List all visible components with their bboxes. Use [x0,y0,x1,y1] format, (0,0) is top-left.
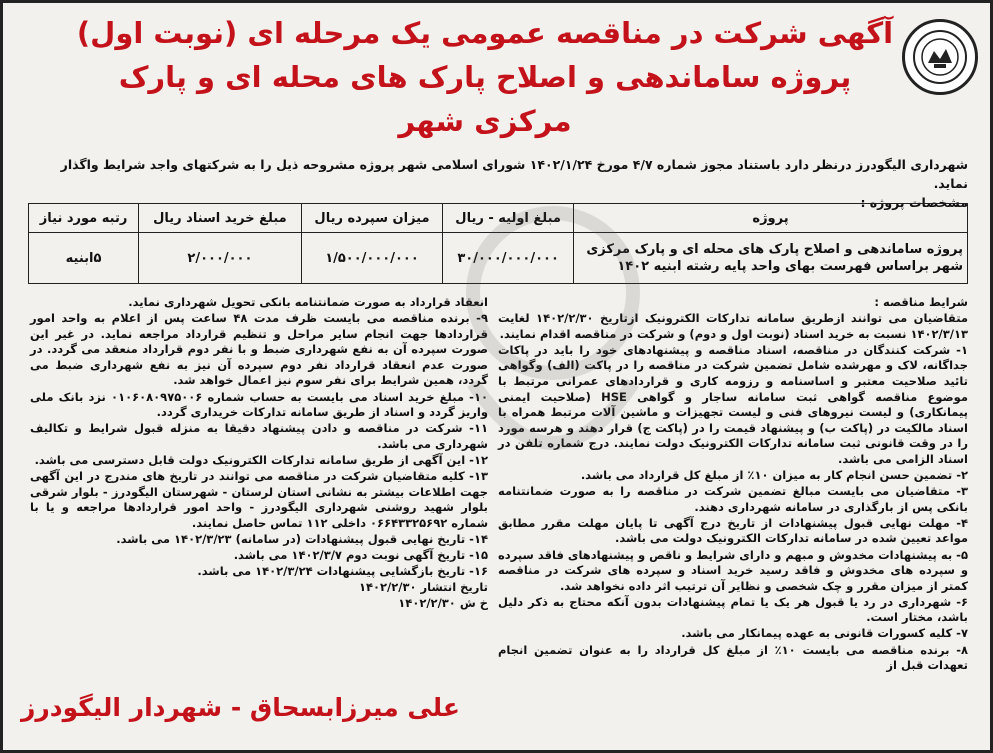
condition-paragraph: ۱- شرکت کنندگان در مناقصه، اسناد مناقصه و پیشنهادهای خود را باید در پاکات جداگانه، لاک و مهرشده شامل تضمین شرکت در مناقصه را در پاکت (الف) وگواهی تائید صلاحیت معتبر و اساسنامه و رزومه کاری و قراردادهای عمرانی مرتبط با موضوع مناقصه گواهی ثبت سامانه ساجار و گواهی HSE (صلاحیت ایمنی پیمانکاری) و لیست نیروهای فنی و لیست تجهیزات و ماشین آلات مرتبط همراه با اسناد مالکیت در (پاکت ب) و پیشنهاد قیمت را در (پاکت ج) قرار دهند و هرسه مورد را در وقت قانونی ثبت سامانه تدارکات الکترونیک دولت نمایند. درج شماره تلفن در اسناد الزامی می باشد. [498,342,968,466]
header-required-rank: رتبه مورد نیاز [29,204,139,233]
condition-paragraph: شرایط مناقصه : [874,295,968,309]
condition-paragraph: ۵- به پیشنهادات مخدوش و مبهم و دارای شرایط و ناقص و پیشنهادهای فاقد سپرده و سپرده های مخدوش و فاقد رسید خرید اسناد و سپرده های شرکت در مناقصه کمتر از میزان مقرر و چک شخصی و نظایر آن ترتیب اثر داده نخواهد شد. [498,547,968,593]
condition-paragraph: ۱۰- مبلغ خرید اسناد می بایست به حساب شماره ۰۱۰۶۰۸۰۹۷۵۰۰۶ نزد بانک ملی واریز گردد و اسناد از طریق سامانه تدارکات خریداری گردد. [30,389,488,420]
condition-paragraph: ۸- برنده مناقصه می بایست ۱۰٪ از مبلغ کل قرارداد را به عنوان تضمین انجام تعهدات قبل از [498,642,968,673]
condition-paragraph: ۲- تضمین حسن انجام کار به میزان ۱۰٪ از مبلغ کل قرارداد می باشد. [580,468,968,483]
condition-paragraph: ۹- برنده مناقصه می بایست ظرف مدت ۴۸ ساعت پس از اعلام به واحد امور قراردادها جهت انجام سایر مراحل و تنظیم قرارداد مراجعه نماید. در غیر این صورت سپرده آن به نفع شهرداری ضبط و با نفر دوم قرارداد منعقد می گردد. در صورت عدم انعقاد قرارداد نفر دوم سپرده آن نیز به نفع شهرداری ضبط می گردد، همین شرایط برای نفر سوم نیز اعمال خواهد شد. [30,311,488,388]
header-deposit: میزان سپرده ریال [301,204,443,233]
condition-paragraph: ۷- کلیه کسورات قانونی به عهده پیمانکار می باشد. [681,626,968,641]
municipality-seal-icon [902,19,978,95]
condition-paragraph: ۱۵- تاریخ آگهی نوبت دوم ۱۴۰۲/۳/۷ می باشد. [233,548,488,562]
table-header-row [29,204,968,233]
condition-paragraph: ۱۱- شرکت در مناقصه و دادن پیشنهاد دقیقا به منزله قبول شرایط و تکالیف شهرداری می باشد. [30,421,488,451]
condition-paragraph: انعقاد قرارداد به صورت ضمانتنامه بانکی تحویل شهرداری نماید. [128,295,488,309]
condition-paragraph: ۳- متقاضیان می بایست مبالغ تضمین شرکت در مناقصه را به صورت ضمانتنامه بانکی پس از بارگذاری در سامانه شهرداری دهند. [498,484,968,514]
cell-project: پروژه ساماندهی و اصلاح پارک های محله ای و پارک مرکزی شهر براساس فهرست بهای واحد پایه رشته ابنیه ۱۴۰۲ [574,233,968,284]
condition-paragraph: ۱۲- این آگهی از طریق سامانه تدارکات الکترونیک دولت قابل دسترسی می باشد. [34,452,488,467]
condition-paragraph: متقاضیان می توانند ازطریق سامانه تدارکات الکترونیک ازتاریخ ۱۴۰۲/۲/۳۰ لغایت ۱۴۰۲/۳/۱۳ نسبت به خرید اسناد (نوبت اول و دوم) و شرکت در مناقصه اقدام نمایند. [498,311,969,341]
header-project: پروژه [574,204,968,233]
reference-code: خ ش ۱۴۰۲/۲/۳۰ [398,596,488,611]
table-row [29,233,968,284]
publish-date: تاریخ انتشار ۱۴۰۲/۲/۳۰ [358,580,488,595]
title-line-2: پروژه ساماندهی و اصلاح پارک های محله ای و پارک مرکزی شهر [118,60,852,138]
cell-initial-amount: ۳۰/۰۰۰/۰۰۰/۰۰۰ [443,233,574,284]
project-table [28,203,968,284]
condition-paragraph: ۴- مهلت نهایی قبول پیشنهادات از تاریخ درج آگهی تا پایان مهلت مقرر مطابق مواعد تعیین شده در سامانه تدارکات الکترونیک دولت می باشد. [498,515,968,546]
cell-required-rank: ۵ابنیه [29,233,139,284]
intro-line-1: شهرداری الیگودرز درنظر دارد باستناد مجوز شماره ۴/۷ مورخ ۱۴۰۲/۱/۲۴ شورای اسلامی شهر پروژه مشروحه ذیل را به شرکتهای واجد شرایط واگذار نماید. [60,157,968,191]
condition-paragraph: ۱۴- تاریخ نهایی قبول پیشنهادات (در سامانه) ۱۴۰۲/۳/۲۳ می باشد. [116,531,488,546]
header-document-price: مبلغ خرید اسناد ریال [139,204,302,233]
condition-paragraph: ۱۶- تاریخ بازگشایی پیشنهادات ۱۴۰۲/۳/۲۴ می باشد. [197,564,488,579]
cell-document-price: ۲/۰۰۰/۰۰۰ [139,233,302,284]
cell-deposit: ۱/۵۰۰/۰۰۰/۰۰۰ [301,233,443,284]
header-initial-amount: مبلغ اولیه - ریال [443,204,574,233]
title-line-1: آگهی شرکت در مناقصه عمومی یک مرحله ای (نوبت اول) [76,16,894,50]
condition-paragraph: ۱۳- کلیه متقاضیان شرکت در مناقصه می توانند در تاریخ های مندرج در این آگهی جهت اطلاعات بیشتر به نشانی استان لرستان - شهرستان الیگودرز - بلوار شرقی بلوار شهید روشنی شهرداری الیگودرز - واحد امور قراردادها مراجعه و یا با شماره ۰۶۶۴۳۳۲۵۶۹۲ داخلی ۱۱۲ تماس حاصل نمایند. [30,469,488,530]
intro-line-2: مشخصات پروژه : [860,195,968,210]
conditions-column-left [30,295,488,612]
conditions-column-right [498,295,968,674]
notice-title [75,11,895,143]
mayor-signature: علی میرزابسحاق - شهردار الیگودرز [21,693,460,722]
condition-paragraph: ۶- شهرداری در رد یا قبول هر یک یا تمام پیشنهادات بدون آنکه محتاج به ذکر دلیل باشد، مختار است. [498,594,968,625]
